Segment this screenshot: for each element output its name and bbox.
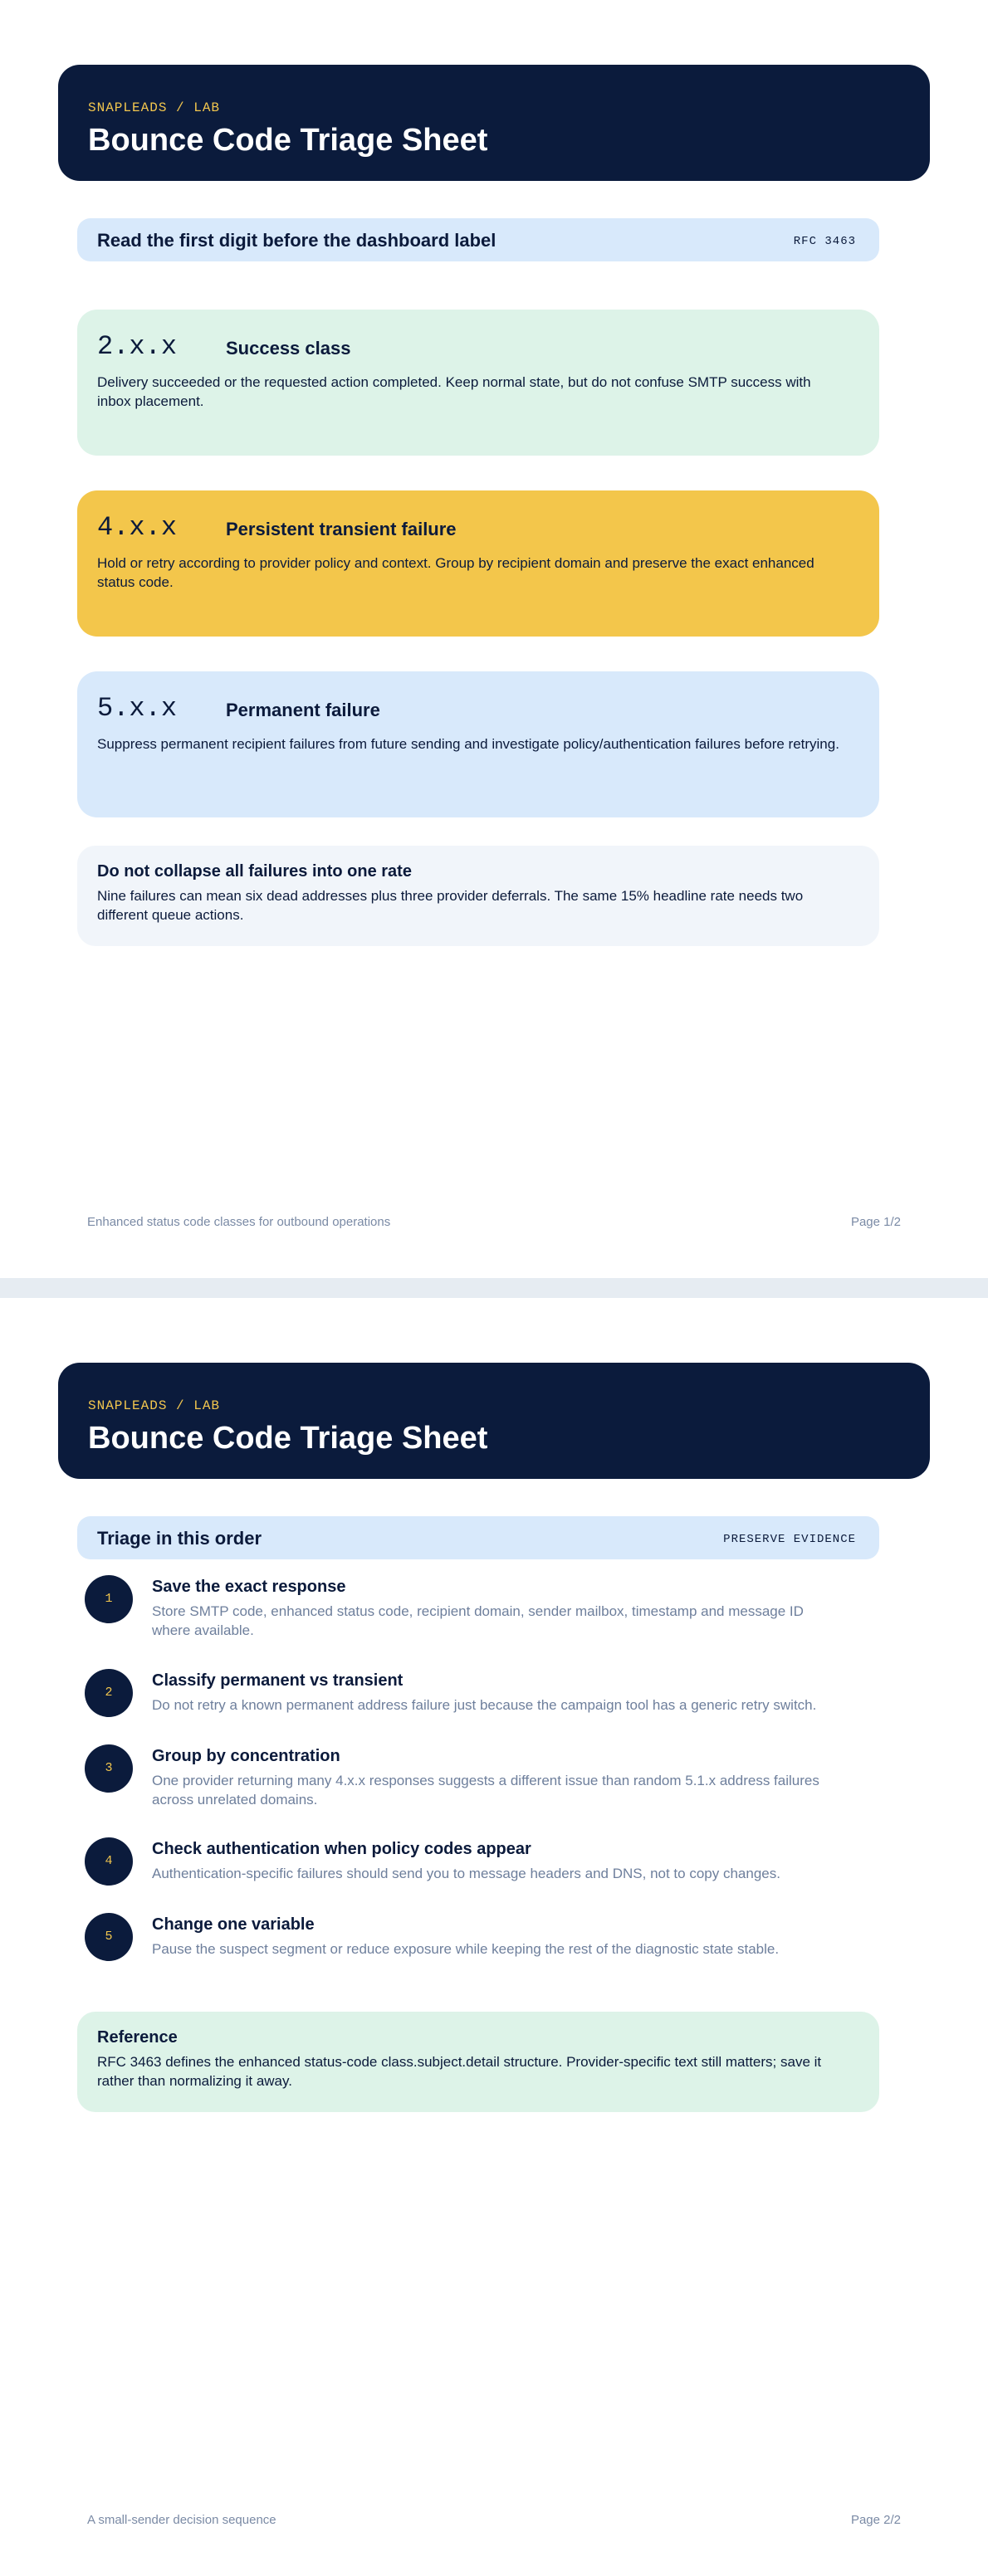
reference-body: RFC 3463 defines the enhanced status-code class.subject.detail structure. Provider-specific text still matters; save it rather than normalizing it away. <box>97 2054 822 2089</box>
brand-label: SNAPLEADS / LAB <box>88 100 221 115</box>
note-body: Nine failures can mean six dead addresses plus three provider deferrals. The same 15% headline rate needs two different queue actions. <box>97 888 804 923</box>
banner-tag: RFC 3463 <box>793 235 856 248</box>
page-title: Bounce Code Triage Sheet <box>88 1421 488 1456</box>
reference-title: Reference <box>97 2028 178 2047</box>
step-number-badge: 1 <box>85 1575 133 1623</box>
note-title: Do not collapse all failures into one rate <box>97 862 412 881</box>
banner-title: Read the first digit before the dashboard label <box>97 230 496 251</box>
card-body: Delivery succeeded or the requested action completed. Keep normal state, but do not confuse SMTP success with inbox placement. <box>97 374 811 409</box>
step-body: Do not retry a known permanent address failure just because the campaign tool has a generic retry switch. <box>152 1697 817 1713</box>
card-title: Persistent transient failure <box>226 519 457 539</box>
page-title: Bounce Code Triage Sheet <box>88 123 488 158</box>
page-number: Page 2/2 <box>850 2513 901 2527</box>
page-1 <box>0 0 988 1278</box>
step-body: Pause the suspect segment or reduce exposure while keeping the rest of the diagnostic state stable. <box>152 1941 780 1957</box>
card-title: Permanent failure <box>226 700 380 720</box>
code-card-4xx <box>77 490 879 637</box>
page-header <box>58 65 930 181</box>
brand-label: SNAPLEADS / LAB <box>88 1398 221 1413</box>
card-title: Success class <box>226 338 351 359</box>
reference-card <box>77 2012 879 2112</box>
page-number: Page 1/2 <box>850 1215 901 1229</box>
code-card-2xx <box>77 310 879 456</box>
step-title: Save the exact response <box>152 1578 346 1596</box>
section-banner <box>77 1516 879 1559</box>
code-label: 5.x.x <box>97 693 178 724</box>
warning-note-card <box>77 846 879 946</box>
card-body: Suppress permanent recipient failures from future sending and investigate policy/authentication failures before retrying. <box>97 736 839 752</box>
card-body: Hold or retry according to provider policy and context. Group by recipient domain and preserve the exact enhanced status code. <box>97 555 814 590</box>
step-title: Check authentication when policy codes appear <box>152 1840 531 1858</box>
step-number-badge: 2 <box>85 1669 133 1717</box>
step-body: One provider returning many 4.x.x responses suggests a different issue than random 5.1.x address failures across unrelated domains. <box>152 1773 819 1808</box>
step-title: Change one variable <box>152 1915 315 1934</box>
code-label: 2.x.x <box>97 331 178 362</box>
step-title: Classify permanent vs transient <box>152 1671 404 1690</box>
step-title: Group by concentration <box>152 1747 340 1765</box>
step-number-badge: 5 <box>85 1913 133 1961</box>
banner-title: Triage in this order <box>97 1528 262 1549</box>
step-number-badge: 4 <box>85 1837 133 1886</box>
page-2 <box>0 1298 988 2576</box>
step-number-badge: 3 <box>85 1744 133 1793</box>
page-footer-caption: A small-sender decision sequence <box>87 2513 276 2527</box>
step-body: Store SMTP code, enhanced status code, recipient domain, sender mailbox, timestamp and message ID where available. <box>152 1603 804 1638</box>
code-card-5xx <box>77 671 879 817</box>
section-banner <box>77 218 879 261</box>
code-label: 4.x.x <box>97 512 178 543</box>
banner-tag: PRESERVE EVIDENCE <box>723 1533 856 1546</box>
step-body: Authentication-specific failures should send you to message headers and DNS, not to copy changes. <box>152 1866 780 1881</box>
page-footer-caption: Enhanced status code classes for outbound operations <box>87 1215 391 1229</box>
page-header <box>58 1363 930 1479</box>
